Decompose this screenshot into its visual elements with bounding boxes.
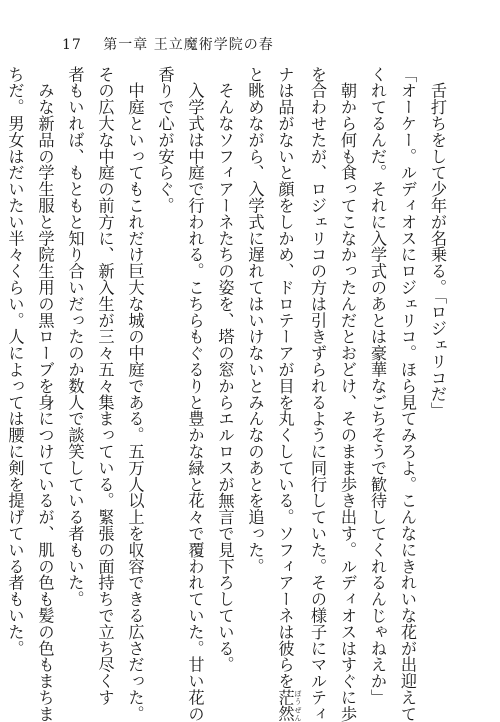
text-line: 入学式は中庭で行われる。こちらもぐるりと豊かな緑と花々で覆われていた。甘い花の: [185, 66, 205, 722]
text-line-with-ruby: [270, 66, 303, 722]
ruby-word: [275, 689, 302, 722]
text-line: と眺めながら、入学式に遅れてはいけないとみんなのあとを追った。: [245, 66, 265, 575]
text-line: 香りで心が安らぐ。: [155, 66, 175, 214]
text-line: そんなソフィアーネたちの姿を、塔の窓からエルロスが無言で見下ろしている。: [215, 66, 235, 673]
body-text: [5, 66, 452, 722]
text-line: 中庭といってもこれだけ巨大な城の中庭である。五万人以上を収容できる広さだった。: [125, 66, 145, 722]
text-line: 朝から何も食ってこなかったんだとおどけ、そのまま歩き出す。ルディオスはすぐに歩: [338, 66, 357, 722]
ruby-base: 茫然: [275, 689, 295, 722]
text-line: くれてるんだ。それに入学式のあとは豪華なごちそうで歓待してくれるんじゃねえか」: [368, 66, 387, 706]
ruby-reading: ぼうぜん: [294, 689, 302, 722]
text-line: 舌打ちをして少年が名乗る。「ロジェリコだ」: [428, 66, 447, 419]
text-line: を合わせたが、ロジェリコの方は引きずられるように同行していた。その様子にマルティ: [308, 66, 327, 722]
running-head: [62, 34, 274, 54]
chapter-title: 王立魔術学院の春: [153, 37, 274, 53]
chapter-label: 第一章: [103, 37, 149, 53]
text-line: ちだ。男女はだいたい半々くらい。人によっては腰に剣を提げている者もいた。: [5, 66, 25, 657]
text-line: 者もいれば、もともと知り合いだったのか数人で談笑している者もいた。: [65, 66, 85, 608]
text-line: みな新品の学生服と学院生用の黒ローブを身につけているが、肌の色も髪の色もまちま: [35, 66, 55, 722]
text-line: 「オーケー。ルディオスにロジェリコ。ほら見てみろよ。こんなにきれいな花が出迎えて: [398, 66, 417, 722]
page-number: 17: [62, 37, 82, 53]
text-line: その広大な中庭の前方に、新入生が三々五々集まっている。緊張の面持ちで立ち尽くす: [95, 66, 115, 706]
text-line-part: ナは品がないと顔をしかめ、ドロテーアが目を丸くしている。ソフィアーネは彼らを: [275, 66, 295, 690]
